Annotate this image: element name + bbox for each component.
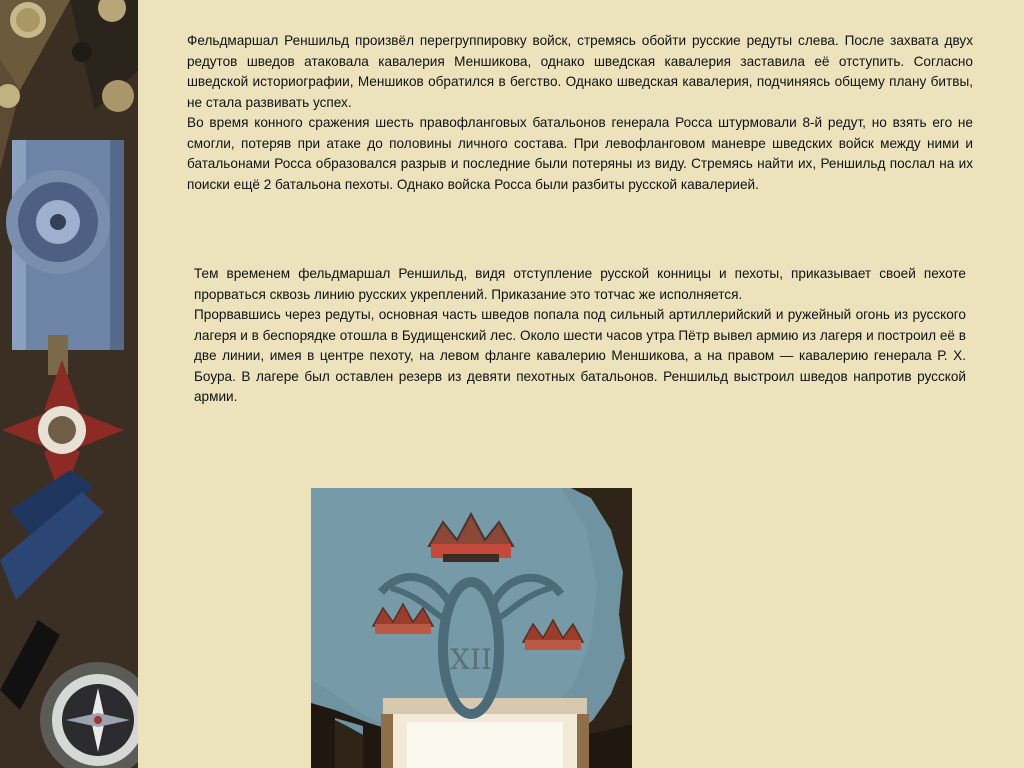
text-block-top [187,31,973,195]
paragraph: Тем временем фельдмаршал Реншильд, видя отступление русской конницы и пехоты, приказывает своей пехоте прорваться сквозь линию русских укреплений. Приказание это тотчас же исполняется. [194,266,966,302]
banner-monogram-text: XII [449,643,493,676]
text-block-middle [194,264,966,408]
paragraph: Фельдмаршал Реншильд произвёл перегруппировку войск, стремясь обойти русские редуты слева. После захвата двух редутов шведов атаковала кавалерия Меншикова, однако шведская кавалерия заставила её отступить. Согласно шведской историографии, Меншиков обратился в бегство. Однако шведская кавалерия, подчиняясь общему плану битвы, не стала развивать успех. [187,33,973,110]
paragraph: Во время конного сражения шесть правофланговых батальонов генерала Росса штурмовали 8-й редут, но взять его не смогли, потеряв при атаке до половины личного состава. При левофланговом маневре шведских войск между ними и батальонами Росса образовался разрыв и последние были потеряны из виду. Стремясь найти их, Реншильд послал на их поиски ещё 2 батальона пехоты. Однако войска Росса были разбиты русской кавалерией. [187,115,973,192]
paragraph: Прорвавшись через редуты, основная часть шведов попала под сильный артиллерийский и ружейный огонь из русского лагеря и в беспорядке отошла в Будищенский лес. Около шести часов утра Пётр вывел армию из лагеря и построил её в две линии, имея в центре пехоту, на левом фланге кавалерию Меншикова, а на правом — кавалерию генерала Р. Х. Боура. В лагере был оставлен резерв из девяти пехотных батальонов. Реншильд выстроил шведов напротив русской армии. [194,307,966,404]
medal-decoration-image [0,0,138,768]
banner-image [311,488,632,768]
